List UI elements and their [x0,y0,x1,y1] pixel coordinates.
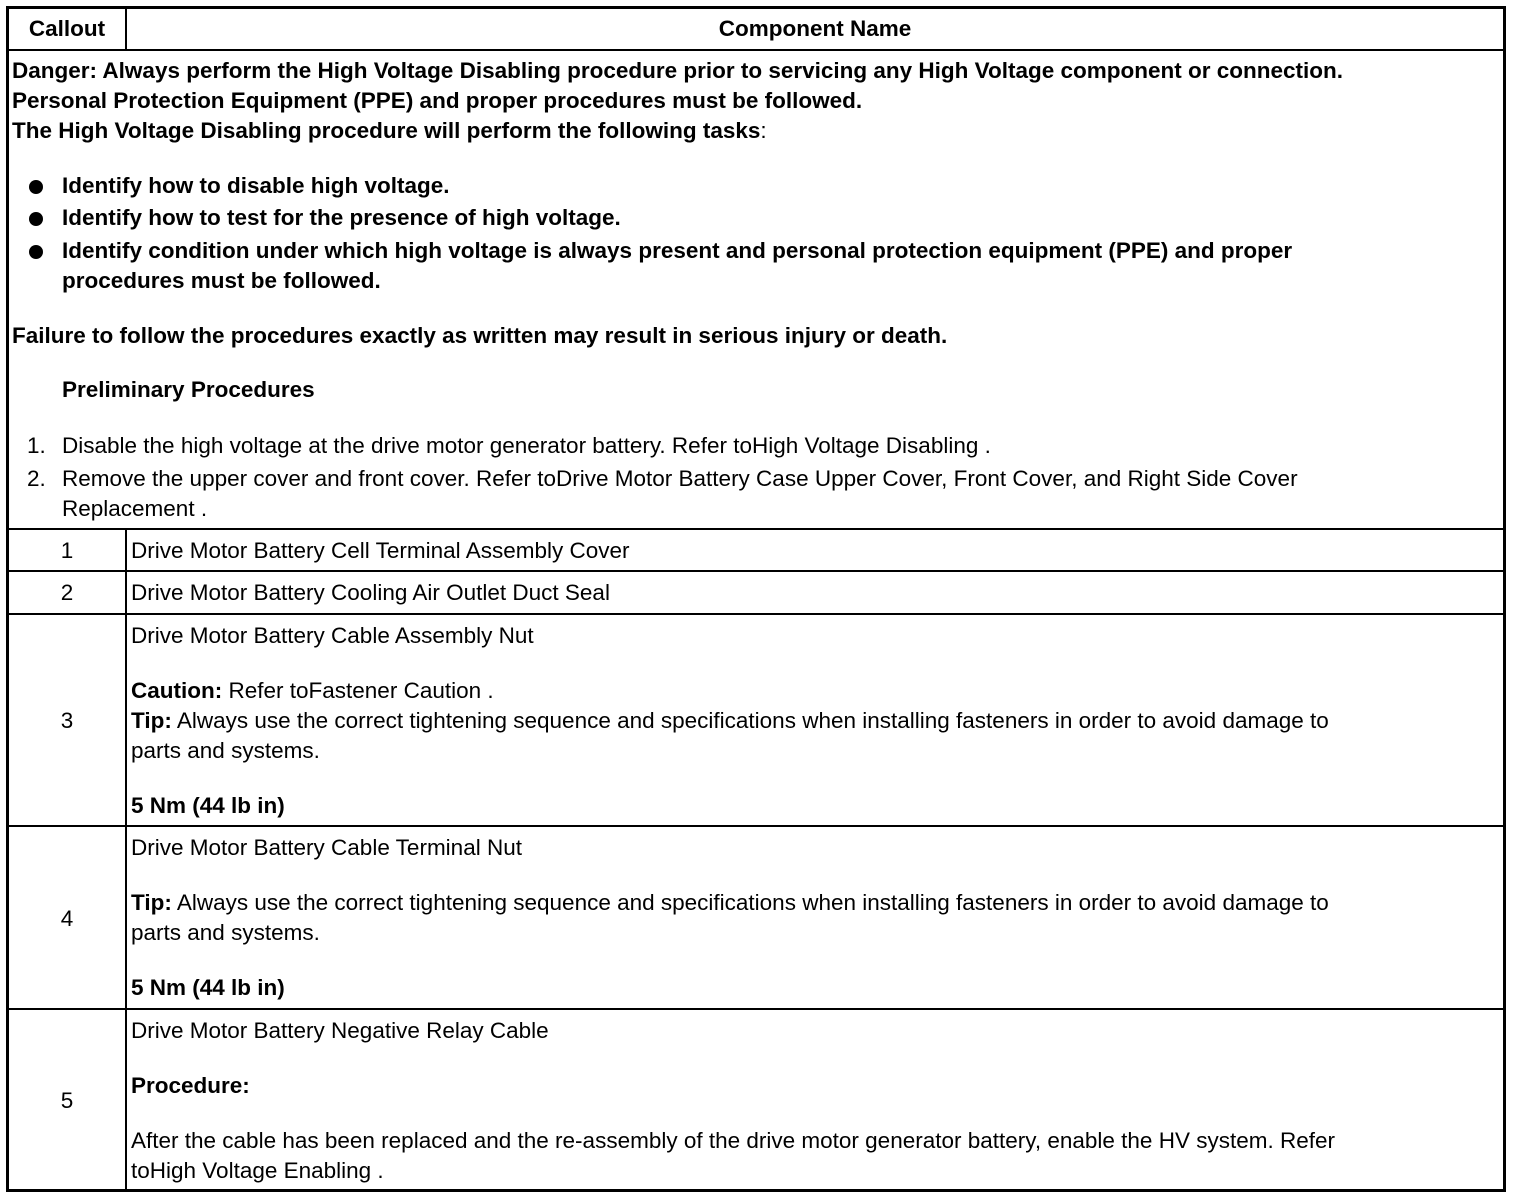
procedure-label: Procedure: [131,1073,250,1098]
row-divider [9,1008,1503,1010]
danger-line-1: Danger: Always perform the High Voltage Disabling procedure prior to servicing any High Voltage component or connection. [12,58,1344,83]
tip-note-continuation: parts and systems. [131,920,320,945]
row-divider [9,49,1503,51]
step-text-continuation: Replacement . [62,496,208,521]
row-component-name: Drive Motor Battery Cable Assembly Nut [131,623,534,648]
row-component-name: Drive Motor Battery Cell Terminal Assembly Cover [131,538,630,563]
row-callout: 4 [60,906,74,931]
step-number: 2. [27,466,46,491]
failure-warning: Failure to follow the procedures exactly as written may result in serious injury or death. [12,323,948,348]
step-text: Disable the high voltage at the drive motor generator battery. Refer toHigh Voltage Disabling . [62,433,991,458]
row-callout: 5 [60,1088,74,1113]
procedure-text: After the cable has been replaced and the re-assembly of the drive motor generator battery, enable the HV system. Refer [131,1128,1335,1153]
row-divider [9,570,1503,572]
bullet-icon [29,212,43,226]
component-table [6,6,1506,1192]
tip-note: Tip: Always use the correct tightening sequence and specifications when installing fasteners in order to avoid damage to [131,890,1329,915]
tip-note-continuation: parts and systems. [131,738,320,763]
header-callout: Callout [28,16,106,41]
row-divider [9,825,1503,827]
danger-line-3: The High Voltage Disabling procedure will perform the following tasks: [12,118,767,143]
row-divider [9,613,1503,615]
preliminary-procedures-title: Preliminary Procedures [62,377,315,402]
step-text: Remove the upper cover and front cover. Refer toDrive Motor Battery Case Upper Cover, Front Cover, and Right Side Cover [62,466,1298,491]
row-divider [9,528,1503,530]
row-component-name: Drive Motor Battery Negative Relay Cable [131,1018,549,1043]
bullet-icon [29,245,43,259]
danger-line-2: Personal Protection Equipment (PPE) and proper procedures must be followed. [12,88,863,113]
row-component-name: Drive Motor Battery Cable Terminal Nut [131,835,522,860]
row-component-name: Drive Motor Battery Cooling Air Outlet Duct Seal [131,580,610,605]
task-bullet: Identify how to disable high voltage. [62,173,450,198]
torque-spec: 5 Nm (44 lb in) [131,793,285,818]
caution-note: Caution: Refer toFastener Caution . [131,678,494,703]
task-bullet: Identify how to test for the presence of high voltage. [62,205,621,230]
step-number: 1. [27,433,46,458]
header-component-name: Component Name [718,16,912,41]
procedure-text-continuation: toHigh Voltage Enabling . [131,1158,384,1183]
torque-spec: 5 Nm (44 lb in) [131,975,285,1000]
row-callout: 1 [60,538,74,563]
row-callout: 3 [60,708,74,733]
task-bullet-continuation: procedures must be followed. [62,268,381,293]
column-divider-body [125,528,127,1189]
task-bullet: Identify condition under which high voltage is always present and personal protection equipment (PPE) and proper [62,238,1293,263]
bullet-icon [29,180,43,194]
row-callout: 2 [60,580,74,605]
tip-note: Tip: Always use the correct tightening sequence and specifications when installing fasteners in order to avoid damage to [131,708,1329,733]
